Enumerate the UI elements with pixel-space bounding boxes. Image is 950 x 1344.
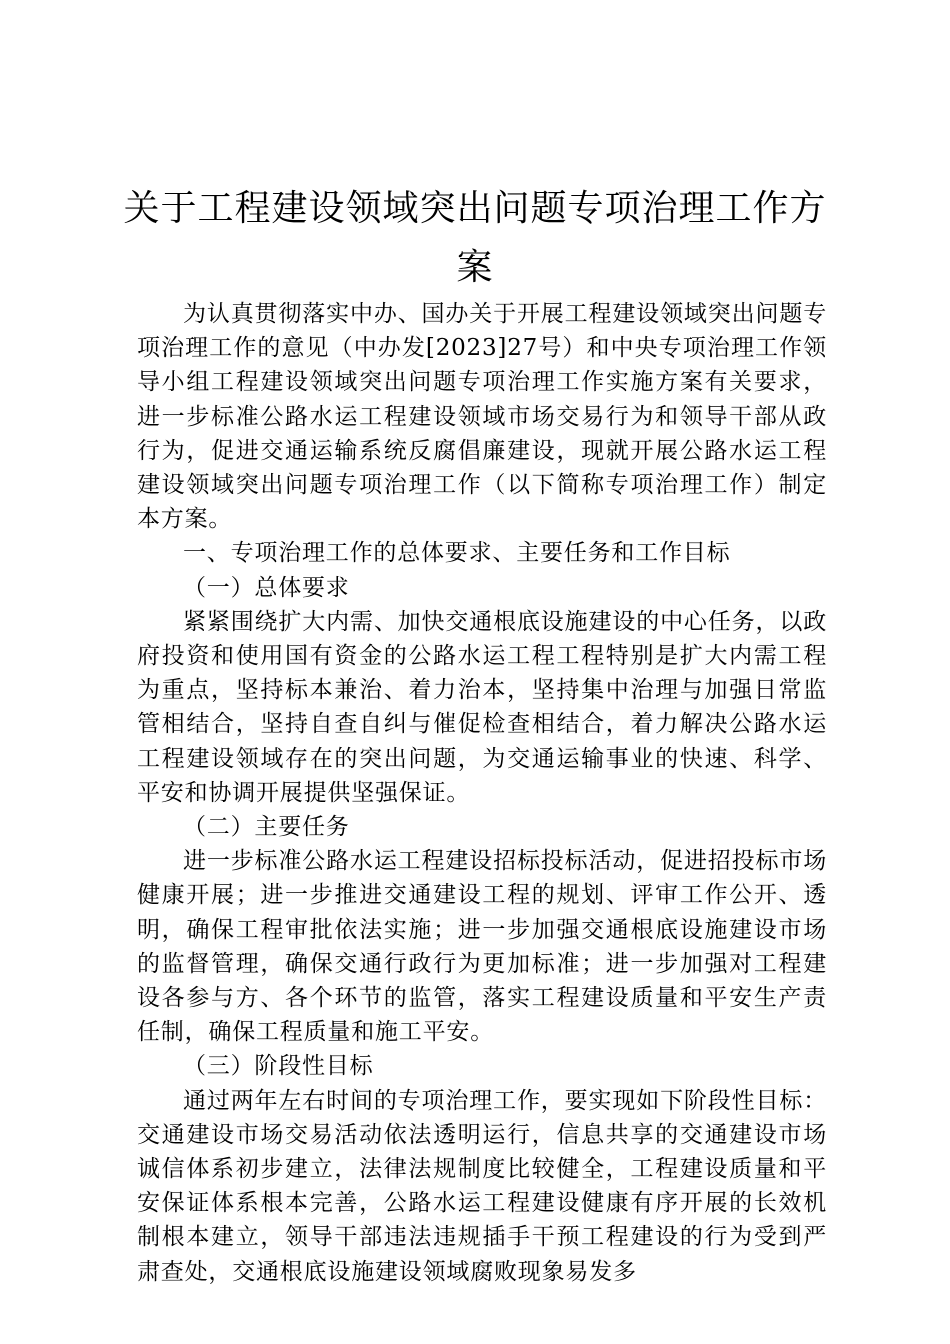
paragraph-main-tasks: 进一步标准公路水运工程建设招标投标活动，促进招投标市场健康开展；进一步推进交通建设工程的规划、评审工作公开、透明，确保工程审批依法实施；进一步加强交通根底设施建设市场的监督管理，确保交通行政行为更加标准；进一步加强对工程建设各参与方、各个环节的监管，落实工程建设质量和平安生产责任制，确保工程质量和施工平安。 <box>137 848 827 1046</box>
intro-paragraph: 为认真贯彻落实中办、国办关于开展工程建设领域突出问题专项治理工作的意见（中办发[2023]27号）和中央专项治理工作领导小组工程建设领域突出问题专项治理工作实施方案有关要求，进一步标准公路水运工程建设领域市场交易行为和领导干部从政行为，促进交通运输系统反腐倡廉建设，现就开展公路水运工程建设领域突出问题专项治理工作（以下简称专项治理工作）制定本方案。 <box>137 301 827 533</box>
document-title-line-1: 关于工程建设领域突出问题专项治理工作方 <box>123 188 827 229</box>
paragraph-general-requirements: 紧紧围绕扩大内需、加快交通根底设施建设的中心任务，以政府投资和使用国有资金的公路水运工程工程特别是扩大内需工程为重点，坚持标本兼治、着力治本，坚持集中治理与加强日常监管相结合，坚持自查自纠与催促检查相结合，着力解决公路水运工程建设领域存在的突出问题，为交通运输事业的快速、科学、平安和协调开展提供坚强保证。 <box>137 608 827 806</box>
subheading-general-requirements: （一）总体要求 <box>183 574 350 601</box>
section-heading-1: 一、专项治理工作的总体要求、主要任务和工作目标 <box>183 540 731 567</box>
document-body <box>137 297 827 1289</box>
document-title-line-2: 案 <box>456 247 494 288</box>
subheading-main-tasks: （二）主要任务 <box>183 814 350 841</box>
paragraph-phase-goals: 通过两年左右时间的专项治理工作，要实现如下阶段性目标：交通建设市场交易活动依法透明运行，信息共享的交通建设市场诚信体系初步建立，法律法规制度比较健全，工程建设质量和平安保证体系根本完善，公路水运工程建设健康有序开展的长效机制根本建立，领导干部违法违规插手干预工程建设的行为受到严肃查处，交通根底设施建设领域腐败现象易发多 <box>137 1087 827 1285</box>
subheading-phase-goals: （三）阶段性目标 <box>183 1053 374 1080</box>
